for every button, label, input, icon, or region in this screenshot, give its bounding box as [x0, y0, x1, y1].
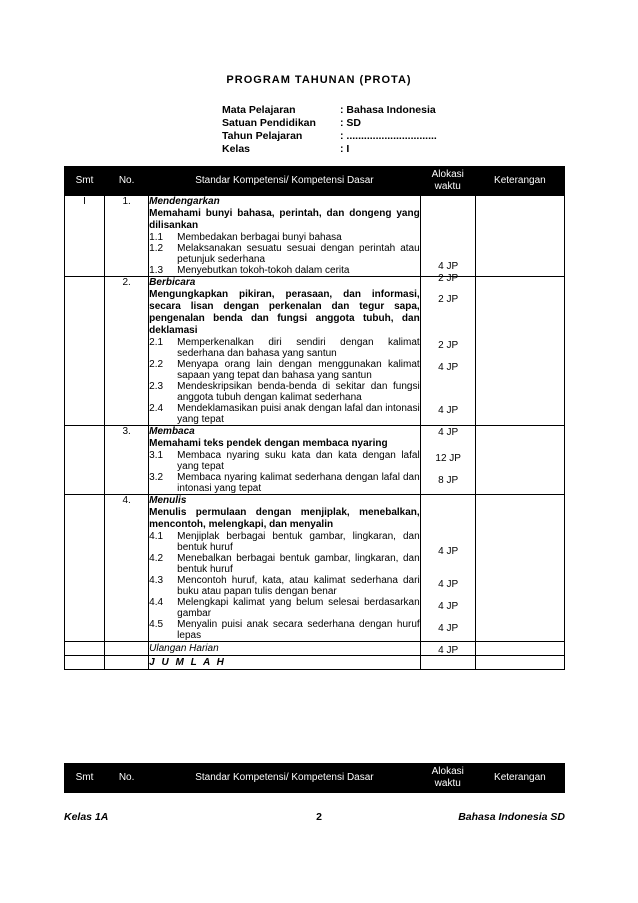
jp-value: 4 JP — [438, 645, 459, 656]
header-alokasi-line1: Alokasi — [431, 766, 464, 777]
jumlah-label: J U M L A H — [149, 656, 421, 670]
alokasi-cell — [420, 495, 475, 656]
kd-code: 4.3 — [149, 575, 164, 586]
meta-value: : SD — [340, 117, 361, 129]
kd-item — [149, 531, 420, 553]
kd-item — [149, 232, 420, 243]
kd-code: 2.3 — [149, 381, 164, 392]
section-description: Memahami teks pendek dengan membaca nyaring — [149, 438, 388, 449]
kd-text: Melengkapi kalimat yang belum selesai berdasarkan gambar — [177, 597, 420, 619]
meta-row-unit — [222, 117, 437, 130]
semester-cell: I — [65, 196, 105, 277]
header-alokasi — [420, 764, 475, 793]
header-smt: Smt — [65, 764, 105, 793]
section-content — [149, 196, 421, 277]
semester-cell — [65, 656, 105, 670]
section-number: 4. — [105, 495, 149, 642]
kd-item — [149, 265, 420, 276]
semester-cell — [65, 495, 105, 642]
section-description: Menulis permulaan dengan menjiplak, menebalkan, mencontoh, melengkapi, dan menyalin — [149, 507, 420, 530]
kd-code: 1.2 — [149, 243, 164, 254]
kd-item — [149, 619, 420, 641]
section-title: Berbicara — [149, 277, 196, 288]
section-content — [149, 277, 421, 426]
kd-text: Membedakan berbagai bunyi bahasa — [177, 232, 342, 243]
semester-cell — [65, 642, 105, 656]
kd-item — [149, 337, 420, 359]
section-number: 3. — [105, 426, 149, 495]
jp-value: 2 JP — [438, 273, 459, 284]
prota-table-continued-header — [64, 763, 565, 793]
jp-value: 2 JP — [438, 294, 459, 305]
header-alokasi-line1: Alokasi — [431, 169, 464, 180]
kd-item — [149, 359, 420, 381]
kd-code: 4.2 — [149, 553, 164, 564]
table-row — [65, 642, 565, 656]
number-cell — [105, 642, 149, 656]
kd-text: Mendeklamasikan puisi anak dengan lafal dan intonasi yang tepat — [177, 403, 420, 425]
kd-text: Menjiplak berbagai bentuk gambar, lingkaran, dan bentuk huruf — [177, 531, 420, 553]
header-no: No. — [105, 167, 149, 196]
table-row — [65, 426, 565, 495]
kd-text: Memperkenalkan diri sendiri dengan kalimat sederhana dan bahasa yang santun — [177, 337, 420, 359]
jp-value: 8 JP — [438, 475, 459, 486]
kd-item — [149, 243, 420, 265]
kd-item — [149, 597, 420, 619]
jp-value: 4 JP — [438, 546, 459, 557]
kd-item — [149, 472, 420, 494]
footer-subject: Bahasa Indonesia SD — [458, 811, 565, 823]
jp-value: 2 JP — [438, 340, 459, 351]
kd-text: Membaca nyaring kalimat sederhana dengan lafal dan intonasi yang tepat — [177, 472, 420, 494]
jp-value: 4 JP — [438, 405, 459, 416]
kd-text: Menyapa orang lain dengan menggunakan kalimat sapaan yang tepat dan bahasa yang santun — [177, 359, 420, 381]
meta-label: Kelas — [222, 143, 251, 155]
section-description: Mengungkapkan pikiran, perasaan, dan informasi, secara lisan dengan perkenalan dan tegur sapa, pengenalan benda dan fungsi anggota tubuh, dan deklamasi — [149, 289, 420, 336]
kd-code: 2.1 — [149, 337, 164, 348]
kd-code: 2.2 — [149, 359, 164, 370]
table-row — [65, 277, 565, 426]
kd-text: Menyebutkan tokoh-tokoh dalam cerita — [177, 265, 350, 276]
ulangan-harian-label: Ulangan Harian — [149, 642, 421, 656]
jp-value: 4 JP — [438, 623, 459, 634]
jp-value: 4 JP — [438, 427, 459, 438]
kd-code: 4.5 — [149, 619, 164, 630]
section-title: Menulis — [149, 495, 187, 506]
jp-value: 4 JP — [438, 362, 459, 373]
header-no: No. — [105, 764, 149, 793]
jp-value: 4 JP — [438, 601, 459, 612]
kd-text: Mendeskripsikan benda-benda di sekitar dan fungsi anggota tubuh dengan kalimat sederhana — [177, 381, 420, 403]
meta-row-year — [222, 130, 437, 143]
meta-label: Mata Pelajaran — [222, 104, 296, 116]
kd-item — [149, 553, 420, 575]
header-alokasi-line2: waktu — [434, 778, 461, 789]
jp-value: 4 JP — [438, 579, 459, 590]
table-row — [65, 196, 565, 277]
meta-row-subject — [222, 104, 437, 117]
kd-code: 1.1 — [149, 232, 164, 243]
header-smt: Smt — [65, 167, 105, 196]
alokasi-cell — [420, 656, 475, 670]
section-description: Memahami bunyi bahasa, perintah, dan dongeng yang dilisankan — [149, 208, 420, 231]
keterangan-cell — [475, 495, 564, 642]
prota-table — [64, 166, 565, 670]
section-number: 1. — [105, 196, 149, 277]
keterangan-cell — [475, 196, 564, 277]
kd-text: Menebalkan berbagai bentuk gambar, lingkaran, dan bentuk huruf — [177, 553, 420, 575]
keterangan-cell — [475, 426, 564, 495]
document-meta — [222, 104, 437, 156]
header-sk: Standar Kompetensi/ Kompetensi Dasar — [149, 167, 421, 196]
kd-item — [149, 403, 420, 425]
kd-text: Melaksanakan sesuatu sesuai dengan perintah atau petunjuk sederhana — [177, 243, 420, 265]
kd-code: 3.1 — [149, 450, 164, 461]
header-keterangan: Keterangan — [475, 764, 564, 793]
kd-code: 2.4 — [149, 403, 164, 414]
jp-value: 4 JP — [438, 261, 459, 272]
section-content — [149, 495, 421, 642]
section-content — [149, 426, 421, 495]
table-header-row — [65, 764, 565, 793]
alokasi-cell — [420, 196, 475, 305]
kd-code: 1.3 — [149, 265, 164, 276]
kd-item — [149, 575, 420, 597]
kd-text: Mencontoh huruf, kata, atau kalimat sederhana dari buku atau papan tulis dengan benar — [177, 575, 420, 597]
keterangan-cell — [475, 656, 564, 670]
number-cell — [105, 656, 149, 670]
meta-row-class — [222, 143, 437, 156]
header-alokasi-line2: waktu — [434, 181, 461, 192]
meta-label: Tahun Pelajaran — [222, 130, 303, 142]
header-sk: Standar Kompetensi/ Kompetensi Dasar — [149, 764, 421, 793]
jp-value: 12 JP — [435, 453, 461, 464]
kd-item — [149, 450, 420, 472]
meta-value: : Bahasa Indonesia — [340, 104, 436, 116]
header-alokasi — [420, 167, 475, 196]
table-row — [65, 656, 565, 670]
page-number: 2 — [316, 811, 322, 823]
keterangan-cell — [475, 642, 564, 656]
kd-text: Membaca nyaring suku kata dan kata dengan lafal yang tepat — [177, 450, 420, 472]
kd-text: Menyalin puisi anak secara sederhana dengan huruf lepas — [177, 619, 420, 641]
keterangan-cell — [475, 277, 564, 426]
table-row — [65, 495, 565, 642]
section-title: Membaca — [149, 426, 195, 437]
kd-code: 4.4 — [149, 597, 164, 608]
section-title: Mendengarkan — [149, 196, 220, 207]
footer-class: Kelas 1A — [64, 811, 109, 823]
meta-value: : ............................... — [340, 130, 437, 142]
page-title: PROGRAM TAHUNAN (PROTA) — [226, 74, 412, 86]
kd-code: 4.1 — [149, 531, 164, 542]
kd-item — [149, 381, 420, 403]
meta-label: Satuan Pendidikan — [222, 117, 316, 129]
table-header-row — [65, 167, 565, 196]
meta-value: : I — [340, 143, 350, 155]
semester-cell — [65, 277, 105, 426]
section-number: 2. — [105, 277, 149, 426]
kd-code: 3.2 — [149, 472, 164, 483]
semester-cell — [65, 426, 105, 495]
header-keterangan: Keterangan — [475, 167, 564, 196]
